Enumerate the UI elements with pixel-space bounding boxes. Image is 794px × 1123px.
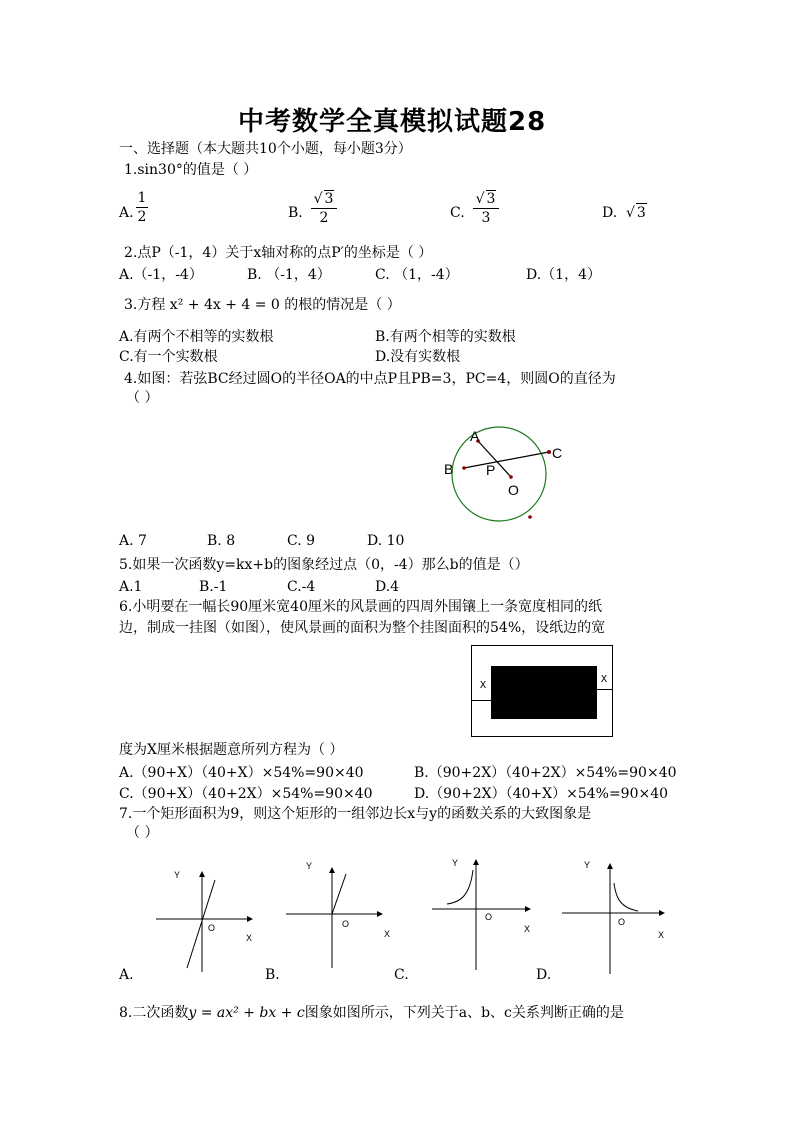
point-b-dot [462, 466, 466, 470]
q2-option-d: D.（1，4） [526, 267, 601, 283]
q8-stem [119, 1004, 624, 1022]
axis-label-y: Y [584, 860, 591, 870]
axis-label-x: X [658, 930, 665, 940]
fraction-numerator: √ 3 [475, 191, 496, 207]
q3-option-b: B.有两个相等的实数根 [375, 329, 516, 345]
axis-label-y: Y [174, 870, 181, 880]
point-o-dot [509, 475, 513, 479]
q8-stem-suffix: 图象如图所示，下列关于a、b、c关系判断正确的是 [304, 1005, 624, 1021]
axis-label-y: Y [306, 861, 313, 871]
q2-option-c: C. （1，-4） [375, 267, 459, 283]
q2-option-b: B. （-1，4） [247, 267, 331, 283]
q6-text-line-1: 6.小明要在一幅长90厘米宽40厘米的风景画的四周外围镶上一条宽度相同的纸 [119, 599, 602, 615]
label-a: A [470, 428, 480, 444]
section-heading: 一、选择题（本大题共10个小题，每小题3分） [119, 141, 412, 157]
q1-stem: 1.sin30°的值是（ ） [124, 162, 258, 178]
q5-option-b: B.-1 [199, 579, 228, 595]
q3-option-d: D.没有实数根 [375, 349, 461, 365]
label-p: P [486, 462, 496, 478]
width-label-right: X [601, 674, 608, 685]
hyperbola-branch [447, 870, 473, 904]
radicand: 3 [486, 191, 496, 207]
circle-chord-figure [436, 423, 576, 533]
q5-option-a: A.1 [119, 579, 143, 595]
q5-option-d: D.4 [375, 579, 400, 595]
q1-option-a-fraction [136, 190, 148, 225]
q4-option-d: D. 10 [367, 533, 405, 549]
q2-option-a: A.（-1，-4） [119, 267, 203, 283]
label-b: B [444, 461, 454, 477]
q3-option-a: A.有两个不相等的实数根 [119, 329, 274, 345]
q7-option-a-label: A. [119, 967, 134, 983]
fraction-denominator: 2 [319, 210, 329, 226]
axis-label-x: X [384, 929, 391, 939]
q1-option-c-fraction [473, 190, 499, 226]
chord-bc [464, 452, 549, 468]
q6-option-c: C.（90+X）（40+2X）×54%=90×40 [119, 786, 373, 802]
label-o: O [508, 482, 519, 498]
q7-graph-a [150, 862, 260, 974]
origin-label: O [208, 923, 216, 933]
q1-option-c-label: C. [450, 205, 465, 221]
q6-option-a: A.（90+X）（40+X）×54%=90×40 [119, 765, 364, 781]
origin-label: O [485, 912, 493, 922]
q3-stem: 3.方程 x² + 4x + 4 = 0 的根的情况是（ ） [124, 297, 401, 313]
q7-stem: 7.一个矩形面积为9，则这个矩形的一组邻边长x与y的函数关系的大致图象是 [119, 806, 592, 822]
width-line-right [597, 689, 613, 690]
q7-graph-c [430, 852, 542, 972]
q1-option-a-label: A. [119, 205, 134, 221]
hanging-picture-frame [471, 645, 613, 737]
q4-stem: 4.如图：若弦BC经过圆O的半径OA的中点P且PB=3，PC=4，则圆O的直径为 [124, 371, 616, 387]
width-label-left: X [480, 680, 487, 691]
q7-graph-d [560, 856, 670, 976]
radicand: 3 [324, 191, 334, 207]
q1-option-b-fraction [311, 190, 337, 226]
q2-stem: 2.点P（-1，4）关于x轴对称的点P′的坐标是（ ） [124, 245, 433, 261]
graph-ray [332, 874, 346, 914]
q7-graph-b [282, 858, 392, 970]
landscape-picture [491, 666, 597, 719]
q7-option-d-label: D. [536, 967, 552, 983]
axis-label-x: X [246, 933, 253, 943]
q8-formula: y = ax² + bx + c [188, 1005, 305, 1021]
fraction-numerator: √ 3 [313, 191, 334, 207]
radicand: 3 [636, 205, 646, 221]
axis-label-x: X [524, 924, 531, 934]
q7-option-b-label: B. [265, 967, 280, 983]
circle-point-dot [528, 515, 532, 519]
axis-label-y: Y [452, 858, 459, 868]
label-c: C [552, 445, 563, 461]
q4-option-a: A. 7 [119, 533, 147, 549]
origin-label: O [618, 917, 626, 927]
point-c-dot [547, 450, 551, 454]
origin-label: O [342, 919, 350, 929]
q7-answer-blank: （ ） [126, 825, 159, 841]
q6-text-line-2: 边，制成一挂图（如图），使风景画的面积为整个挂图面积的54%，设纸边的宽 [119, 620, 606, 636]
q5-option-c: C.-4 [287, 579, 316, 595]
page-title: 中考数学全真模拟试题28 [238, 107, 547, 137]
q6-option-b: B.（90+2X）（40+2X）×54%=90×40 [414, 765, 677, 781]
q1-option-b-label: B. [288, 205, 303, 221]
q5-stem: 5.如果一次函数y=kx+b的图象经过点（0，-4）那么b的值是（） [119, 557, 529, 573]
q4-answer-blank: （ ） [126, 390, 159, 406]
q4-option-c: C. 9 [287, 533, 316, 549]
q3-option-c: C.有一个实数根 [119, 349, 218, 365]
hyperbola-branch [614, 883, 638, 911]
q1-option-d-label: D. [602, 205, 618, 221]
q7-option-c-label: C. [394, 967, 409, 983]
q6-option-d: D.（90+2X）（40+X）×54%=90×40 [414, 786, 669, 802]
fraction-denominator: 3 [481, 210, 491, 226]
q1-option-d-radical: √ 3 [626, 205, 646, 221]
fraction-denominator: 2 [137, 209, 147, 225]
width-line-left [472, 700, 491, 701]
q6-text-line-3: 度为X厘米根据题意所列方程为（ ） [119, 742, 344, 758]
fraction-numerator: 1 [137, 190, 147, 206]
q8-stem-prefix: 8.二次函数 [119, 1005, 189, 1021]
circle-o [452, 427, 546, 521]
q4-option-b: B. 8 [207, 533, 236, 549]
